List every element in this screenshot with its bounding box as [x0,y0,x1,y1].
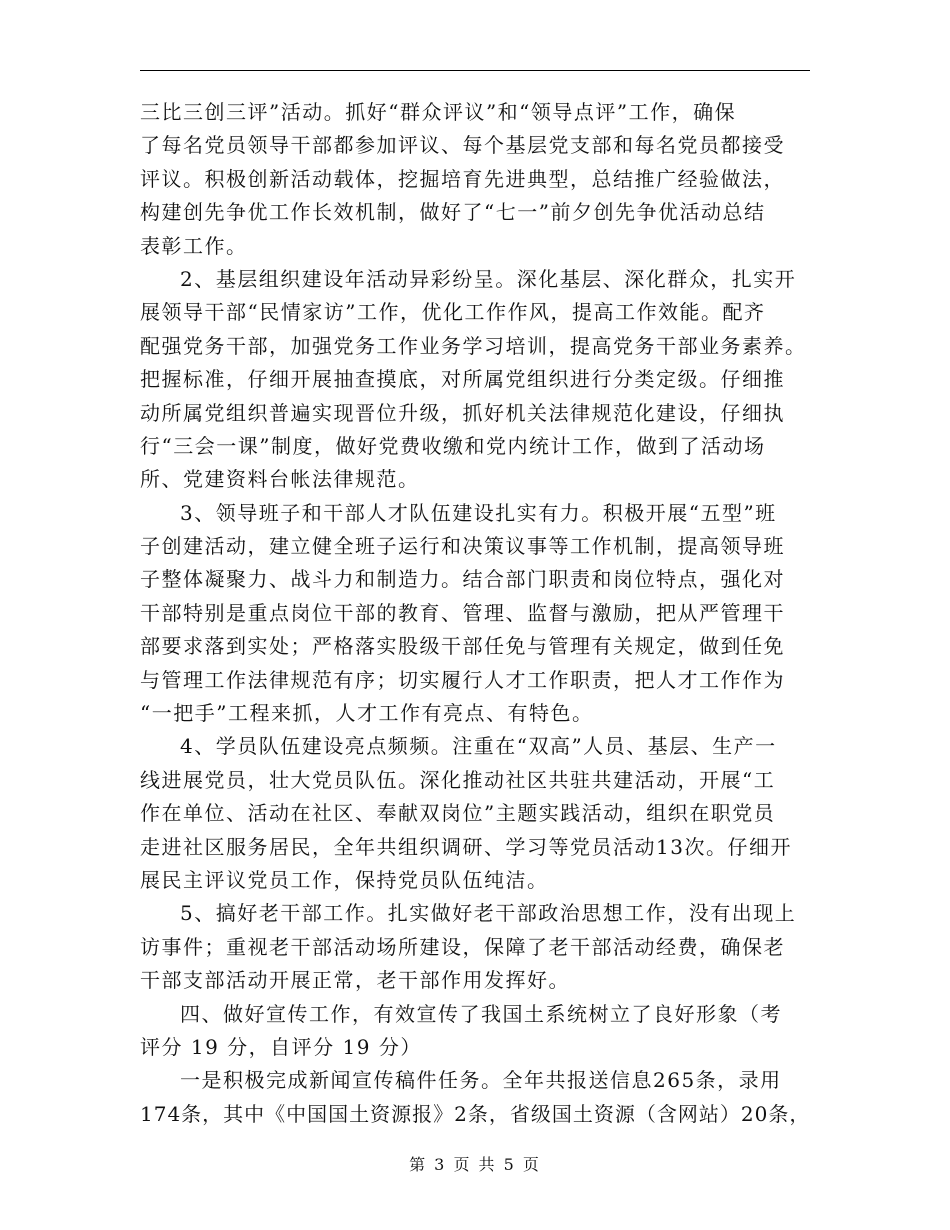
text-line: 部要求落到实处；严格落实股级干部任免与管理有关规定，做到任免 [140,634,785,659]
text-line: 所、党建资料台帐法律规范。 [140,467,420,492]
page-footer: 第 3 页 共 5 页 [409,1155,541,1174]
text-line: 三比三创三评”活动。抓好“群众评议”和“领导点评”工作，确保 [140,100,737,124]
text-line: 走进社区服务居民，全年共组织调研、学习等党员活动13次。仔细开 [140,834,792,859]
text-line: 访事件；重视老干部活动场所建设，保障了老干部活动经费，确保老 [140,934,785,959]
text-line: 作在单位、活动在社区、奉献双岗位”主题实践活动，组织在职党员 [140,801,776,826]
text-line: 2、基层组织建设年活动异彩纷呈。深化基层、深化群众，扎实开 [180,266,797,291]
text-line: 线进展党员，壮大党员队伍。深化推动社区共驻共建活动，开展“工 [140,767,776,792]
text-line: 表彰工作。 [140,233,248,258]
text-line: 行“三会一课”制度，做好党费收缴和党内统计工作，做到了活动场 [140,433,766,458]
text-line: 了每名党员领导干部都参加评议、每个基层党支部和每名党员都接受 [140,133,785,158]
text-line: 展民主评议党员工作，保持党员队伍纯洁。 [140,867,549,892]
body-text [140,96,810,1131]
text-line: “一把手”工程来抓，人才工作有亮点、有特色。 [140,701,594,726]
text-line: 干部特别是重点岗位干部的教育、管理、监督与激励，把从严管理干 [140,600,785,625]
text-line: 子整体凝聚力、战斗力和制造力。结合部门职责和岗位特点，强化对 [140,567,785,592]
text-line: 3、领导班子和干部人才队伍建设扎实有力。积极开展“五型”班 [180,500,777,525]
text-line: 子创建活动，建立健全班子运行和决策议事等工作机制，提高领导班 [140,534,785,559]
text-line: 干部支部活动开展正常，老干部作用发挥好。 [140,968,570,993]
text-line: 一是积极完成新闻宣传稿件任务。全年共报送信息265条，录用 [180,1068,782,1093]
header-rule [140,70,810,71]
text-line: 评分 19 分，自评分 19 分） [140,1034,422,1059]
text-line: 174条，其中《中国国土资源报》2条，省级国土资源（含网站）20条， [140,1101,810,1126]
text-line: 动所属党组织普遍实现晋位升级，抓好机关法律规范化建设，仔细执 [140,400,785,425]
text-line: 评议。积极创新活动载体，挖掘培育先进典型，总结推广经验做法， [140,166,785,191]
text-line: 展领导干部“民情家访”工作，优化工作作风，提高工作效能。配齐 [140,300,766,325]
text-line: 四、做好宣传工作，有效宣传了我国土系统树立了良好形象（考 [180,1001,782,1026]
text-line: 构建创先争优工作长效机制，做好了“七一”前夕创先争优活动总结 [140,200,766,225]
text-line: 5、搞好老干部工作。扎实做好老干部政治思想工作，没有出现上 [180,901,797,926]
text-line: 4、学员队伍建设亮点频频。注重在“双高”人员、基层、生产一 [180,734,777,759]
text-line: 与管理工作法律规范有序；切实履行人才工作职责，把人才工作作为 [140,667,785,692]
text-line: 配强党务干部，加强党务工作业务学习培训，提高党务干部业务素养。 [140,333,807,358]
text-line: 把握标准，仔细开展抽查摸底，对所属党组织进行分类定级。仔细推 [140,367,785,392]
